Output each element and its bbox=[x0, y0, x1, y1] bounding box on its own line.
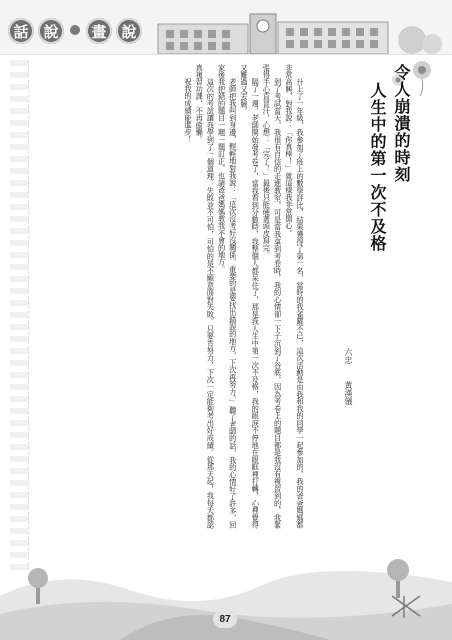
header-badge-3: 畫 bbox=[86, 18, 112, 44]
page-number: 87 bbox=[213, 610, 237, 628]
article bbox=[42, 64, 412, 534]
header-badge-2: 說 bbox=[38, 18, 64, 44]
author-grade: 六忠 bbox=[344, 348, 353, 364]
school-building-illustration bbox=[150, 6, 450, 54]
author-byline bbox=[343, 340, 354, 405]
article-title bbox=[364, 64, 412, 484]
article-body bbox=[183, 64, 306, 529]
title-line-1: 令人崩潰的時刻 bbox=[392, 64, 411, 183]
paragraph: 升上了一年級，我參加了班上的數學評比，結果獲得了第一名，當時的我雀躍不已，這次活動是由我和我的同學一起參加的，我的爸爸媽媽都非常高興，對我說：「你真棒！」就這樣我非常開心。 bbox=[284, 64, 305, 529]
paragraph: 這次的考試讓我學到了一個道理：失敗並不可怕，可怕的是不願意面對失敗。只要肯努力，下次一定能夠考出好成績。從那天起，我每天都認真複習功課，不再偷懶。 bbox=[195, 64, 216, 529]
paragraph: 隔了一週，老師開始發考卷了，當我看到分數時，我整個人都呆住了，那是我人生中第一次不及格，我的眼淚不停地在眼眶裡打轉，心裡覺得又難過又丟臉。 bbox=[239, 64, 261, 529]
header-badge-4: 說 bbox=[116, 18, 142, 44]
header-badge-1: 話 bbox=[8, 18, 34, 44]
header-dot bbox=[70, 25, 80, 35]
paragraph: 老師把我叫到身邊，輕輕地對我說：「這次沒考好沒關係，重要的是要找出錯誤的地方，下次再努力。」聽了老師的話，我的心情好了許多，回家後我把錯的題目一題一題訂正，也請爸爸媽媽教我不會的地方。 bbox=[217, 64, 238, 529]
title-line-2: 人生中的第一次不及格 bbox=[368, 82, 387, 252]
author-name: 黃漢儀 bbox=[344, 381, 353, 405]
paragraph: 到了考試當天，我很有自信的走進教室，可是當我拿到考卷時，我的心情卻一下子沉到了谷底，因為考卷上的題目都是我沒有複習到的，我緊張得手心直冒汗，心想：「完了！」最後只能硬著頭皮寫完。 bbox=[262, 64, 283, 529]
paragraph: 祝我的成績能進步！ bbox=[183, 78, 193, 144]
side-decoration bbox=[10, 60, 29, 570]
header-banner bbox=[0, 0, 452, 55]
